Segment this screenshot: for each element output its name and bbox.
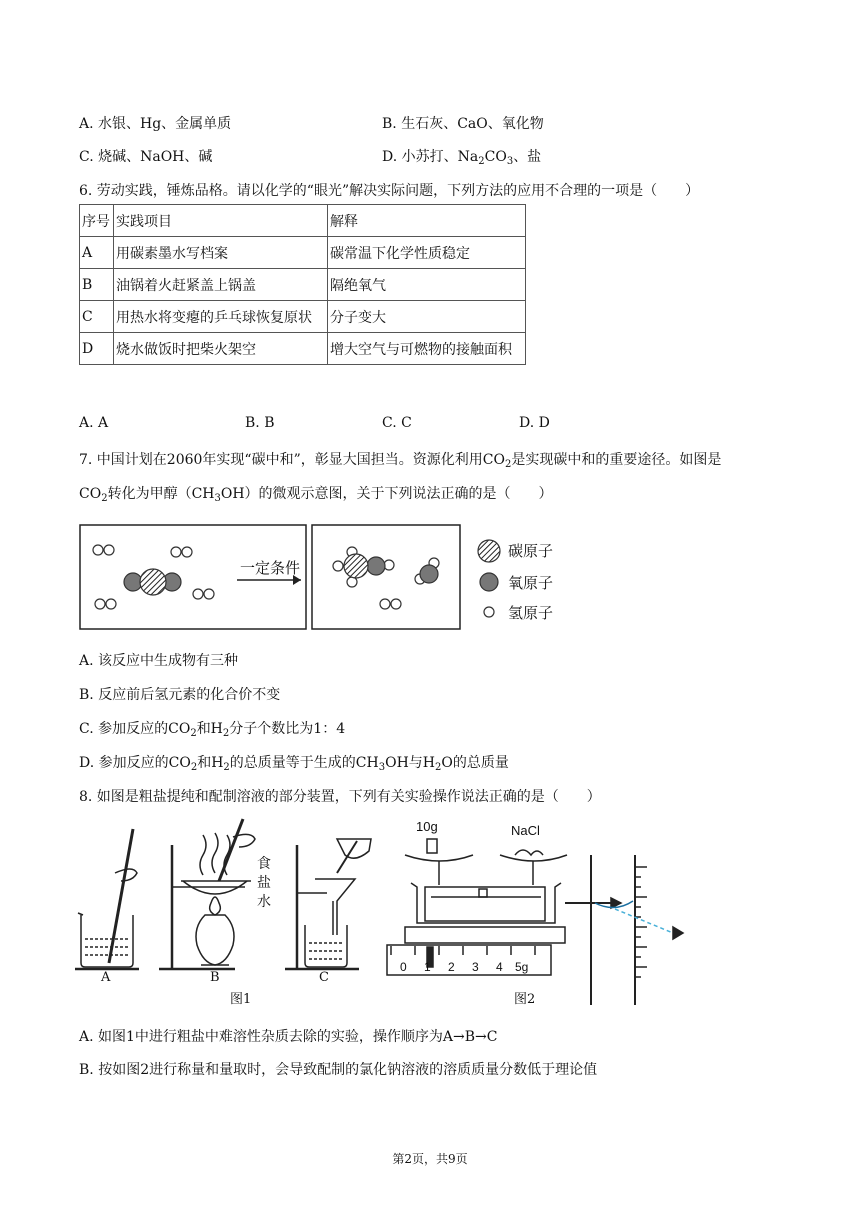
table-cell: C xyxy=(80,301,114,333)
table-header: 实践项目 xyxy=(114,205,328,237)
fig2-label: 图2 xyxy=(514,992,536,1007)
q8-apparatus-figure xyxy=(75,815,715,1015)
q7-stem-line2: $CO_2$转化为甲醇$(CH_3OH)$的微观示意图，关于下列说法正确的是（ ） xyxy=(79,486,553,504)
q7-option-b: B. 反应前后氢元素的化合价不变 xyxy=(79,687,281,703)
salt-water-label: 食 盐 水 xyxy=(257,856,271,910)
legend-hydrogen: 氢原子 xyxy=(508,604,554,622)
q6-option-b: B. B xyxy=(245,415,275,431)
table-cell: B xyxy=(80,269,114,301)
fig-label-a: A xyxy=(101,970,111,985)
table-cell: A xyxy=(80,237,114,269)
table-row xyxy=(80,301,526,333)
hydrogen-atom-icon xyxy=(484,607,494,617)
q6-table xyxy=(79,204,526,365)
glass-rod xyxy=(109,829,133,963)
table-cell: D xyxy=(80,333,114,365)
q7-option-a: A. 该反应中生成物有三种 xyxy=(79,653,239,669)
q8-option-b: B. 按如图2进行称量和量取时，会导致配制的氯化钠溶液的溶质质量分数低于理论值 xyxy=(79,1062,598,1078)
q8-option-a: A. 如图1中进行粗盐中难溶性杂质去除的实验，操作顺序为A→B→C xyxy=(79,1029,498,1045)
q6-option-c: C. C xyxy=(382,415,412,431)
table-cell: 用碳素墨水写档案 xyxy=(114,237,328,269)
table-row xyxy=(80,269,526,301)
q6-stem: 6. 劳动实践，锤炼品格。请以化学的“眼光”解决实际问题，下列方法的应用不合理的一项是（ ） xyxy=(79,183,700,199)
q5-option-b: B. 生石灰、CaO、氧化物 xyxy=(382,116,544,132)
table-cell: 分子变大 xyxy=(328,301,526,333)
oxygen-atom-icon xyxy=(480,573,498,591)
q5-option-a: A. 水银、Hg、金属单质 xyxy=(79,116,232,132)
table-cell: 碳常温下化学性质稳定 xyxy=(328,237,526,269)
table-cell: 烧水做饭时把柴火架空 xyxy=(114,333,328,365)
table-cell: 隔绝氧气 xyxy=(328,269,526,301)
beaker-a xyxy=(81,915,133,967)
legend-oxygen: 氧原子 xyxy=(508,574,554,592)
table-cell: 油锅着火赶紧盖上锅盖 xyxy=(114,269,328,301)
carbon-atom-icon xyxy=(478,540,500,562)
q8-stem: 8. 如图是粗盐提纯和配制溶液的部分装置，下列有关实验操作说法正确的是（ ） xyxy=(79,789,601,805)
legend-carbon: 碳原子 xyxy=(508,542,554,560)
page-footer: 第2页，共9页 xyxy=(392,1152,468,1166)
fig-label-c: C xyxy=(319,970,329,985)
fig-label-b: B xyxy=(210,970,220,985)
table-row xyxy=(80,333,526,365)
ruler-labels: 0 1 2 3 4 5g xyxy=(400,960,529,974)
table-cell: 用热水将变瘪的乒乓球恢复原状 xyxy=(114,301,328,333)
weight-label: 10g xyxy=(416,819,438,834)
table-row xyxy=(80,205,526,237)
table-row xyxy=(80,237,526,269)
nacl-label: NaCl xyxy=(511,823,540,838)
table-cell: 增大空气与可燃物的接触面积 xyxy=(328,333,526,365)
q7-stem-line1: 7. 中国计划在2060年实现“碳中和”，彰显大国担当。资源化利用$CO_2$是实现碳中和的重要途径。如图是 xyxy=(79,452,722,470)
q6-option-d: D. D xyxy=(519,415,550,431)
q7-option-c: C. 参加反应的$CO_2$和$H_2$分子个数比为1：4 xyxy=(79,721,346,739)
fig1-label: 图1 xyxy=(230,992,252,1007)
q7-option-d: D. 参加反应的$CO_2$和$H_2$的总质量等于生成的$CH_3OH$与$H_2O$的总质量 xyxy=(79,755,509,773)
table-header: 解释 xyxy=(328,205,526,237)
arrow-label: 一定条件 xyxy=(240,559,301,577)
table-header: 序号 xyxy=(80,205,114,237)
q7-molecule-diagram xyxy=(78,520,568,635)
q5-option-d: D. 小苏打、$Na_2CO_3$、盐 xyxy=(382,149,542,167)
q5-option-c: C. 烧碱、NaOH、碱 xyxy=(79,149,213,165)
q6-option-a: A. A xyxy=(79,415,109,431)
